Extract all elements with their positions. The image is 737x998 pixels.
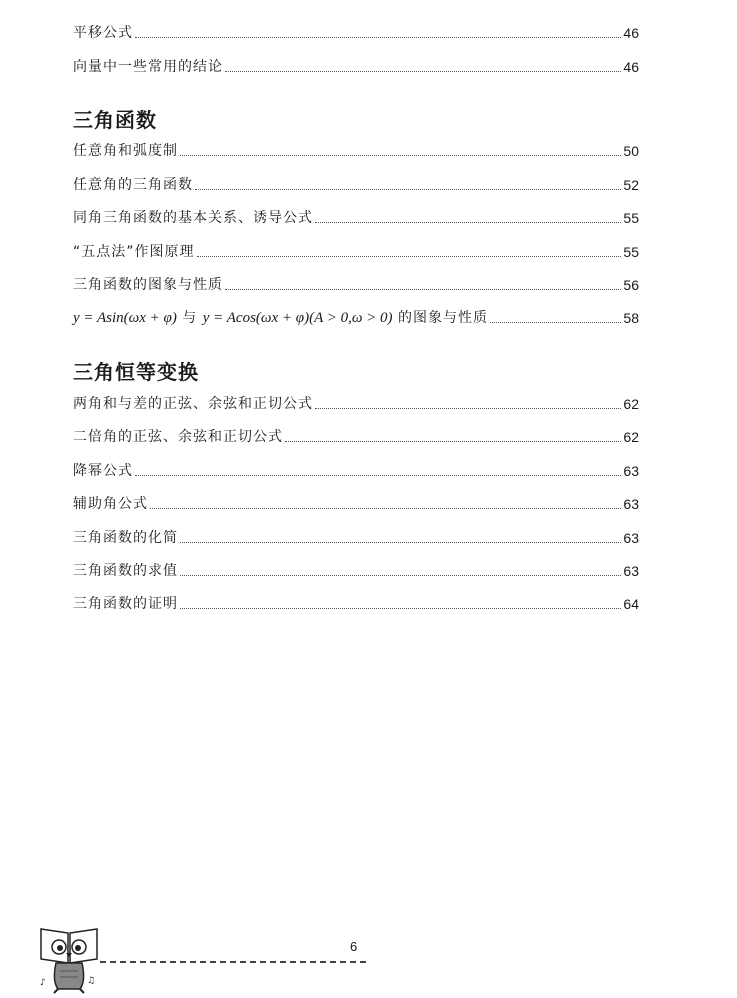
toc-entry-label: 向量中一些常用的结论 xyxy=(73,59,223,75)
toc-entry[interactable] xyxy=(73,305,639,327)
leader-dots xyxy=(135,36,621,38)
leader-dots xyxy=(135,474,621,476)
toc-entry-page: 63 xyxy=(623,463,639,479)
toc-entry-label: “五点法”作图原理 xyxy=(73,244,195,260)
toc-entry[interactable] xyxy=(73,424,639,446)
toc-entry-label: 二倍角的正弦、余弦和正切公式 xyxy=(73,429,283,445)
toc-entry[interactable] xyxy=(73,391,639,413)
leader-dots xyxy=(315,221,621,223)
toc-entry-label xyxy=(73,309,488,327)
toc-entry[interactable] xyxy=(73,525,639,547)
toc-entry[interactable] xyxy=(73,491,639,513)
toc-entry-label: 降幂公式 xyxy=(73,463,133,479)
toc-entry-label: 三角函数的求值 xyxy=(73,563,178,579)
leader-dots xyxy=(225,288,621,290)
toc-entry[interactable] xyxy=(73,591,639,613)
formula-cos: y = Acos(ωx + φ)(A > 0,ω > 0) xyxy=(202,310,393,326)
toc-entry-label: 三角函数的图象与性质 xyxy=(73,277,223,293)
toc-entry-page: 46 xyxy=(623,25,639,41)
toc-entry[interactable] xyxy=(73,272,639,294)
footer-divider xyxy=(100,961,366,963)
toc-entry-page: 46 xyxy=(623,59,639,75)
toc-entry-label: 任意角和弧度制 xyxy=(73,143,178,159)
toc-entry[interactable] xyxy=(73,458,639,480)
toc-entry-label: 辅助角公式 xyxy=(73,496,148,512)
label-tail: 的图象与性质 xyxy=(398,310,488,326)
toc-entry-page: 63 xyxy=(623,563,639,579)
toc-entry[interactable] xyxy=(73,172,639,194)
toc-entry[interactable] xyxy=(73,20,639,42)
section-heading: 三角函数 xyxy=(73,108,157,132)
toc-entry-label: 平移公式 xyxy=(73,25,133,41)
toc-entry-page: 56 xyxy=(623,277,639,293)
label-connector: 与 xyxy=(182,310,198,326)
toc-entry[interactable] xyxy=(73,54,639,76)
leader-dots xyxy=(315,407,621,409)
toc-entry-page: 62 xyxy=(623,396,639,412)
toc-entry-label: 两角和与差的正弦、余弦和正切公式 xyxy=(73,396,313,412)
leader-dots xyxy=(180,541,621,543)
toc-entry-page: 55 xyxy=(623,244,639,260)
toc-entry-label: 三角函数的证明 xyxy=(73,596,178,612)
toc-entry-label: 三角函数的化简 xyxy=(73,530,178,546)
section-heading: 三角恒等变换 xyxy=(73,360,199,384)
leader-dots xyxy=(180,154,621,156)
page-footer xyxy=(0,915,737,998)
toc-entry-page: 50 xyxy=(623,143,639,159)
toc-entry-label: 同角三角函数的基本关系、诱导公式 xyxy=(73,210,313,226)
leader-dots xyxy=(195,188,621,190)
leader-dots xyxy=(180,574,621,576)
toc-entry-label: 任意角的三角函数 xyxy=(73,177,193,193)
toc-entry-page: 63 xyxy=(623,530,639,546)
toc-entry[interactable] xyxy=(73,205,639,227)
toc-entry-page: 62 xyxy=(623,429,639,445)
svg-text:♪: ♪ xyxy=(40,978,46,988)
toc-entry[interactable] xyxy=(73,558,639,580)
owl-reading-mascot-icon xyxy=(38,923,100,995)
svg-text:♫: ♫ xyxy=(87,976,96,986)
toc-entry-page: 63 xyxy=(623,496,639,512)
leader-dots xyxy=(490,321,621,323)
leader-dots xyxy=(225,70,621,72)
toc-entry-page: 52 xyxy=(623,177,639,193)
leader-dots xyxy=(180,607,621,609)
toc-entry-page: 58 xyxy=(623,310,639,326)
toc-entry[interactable] xyxy=(73,138,639,160)
leader-dots xyxy=(285,440,621,442)
leader-dots xyxy=(150,507,621,509)
toc-entry-page: 64 xyxy=(623,596,639,612)
toc-entry-page: 55 xyxy=(623,210,639,226)
toc-entry[interactable] xyxy=(73,239,639,261)
formula-sin: y = Asin(ωx + φ) xyxy=(73,310,177,326)
leader-dots xyxy=(197,255,622,257)
page-number: 6 xyxy=(350,939,358,954)
